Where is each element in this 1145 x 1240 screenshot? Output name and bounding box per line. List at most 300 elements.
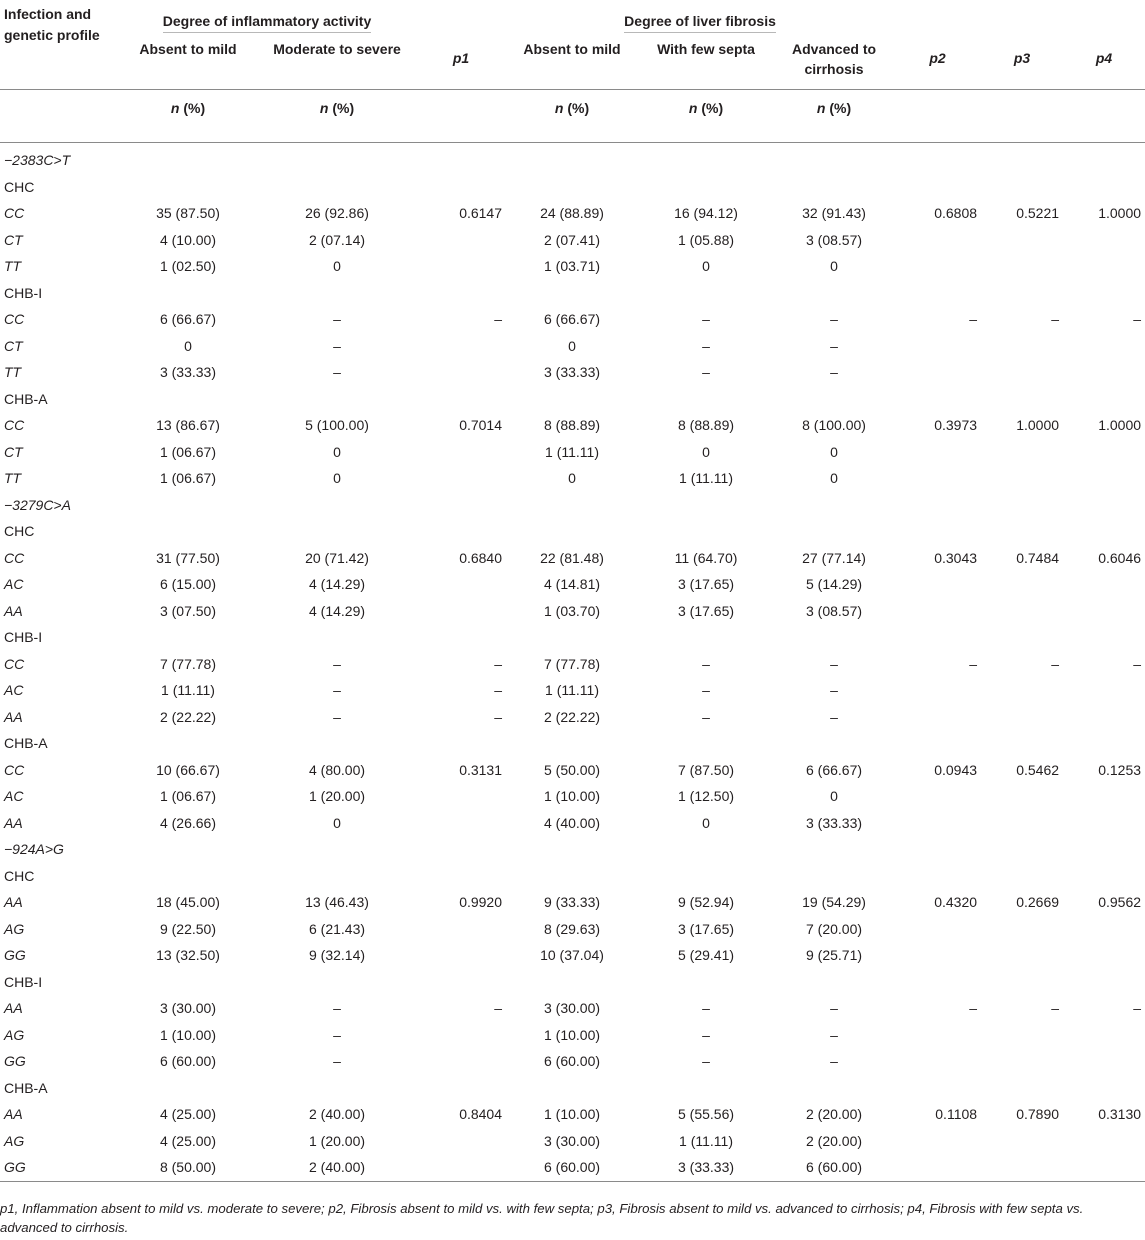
table-cell: 0.0943 bbox=[934, 761, 978, 778]
snp-row bbox=[0, 143, 1145, 174]
table-cell bbox=[981, 677, 1063, 704]
table-cell: 22 (81.48) bbox=[540, 549, 604, 566]
genotype-label: CT bbox=[4, 337, 23, 354]
table-cell: – bbox=[702, 708, 710, 725]
table-cell: 9 (33.33) bbox=[543, 894, 601, 910]
table-cell: 1.0000 bbox=[1098, 205, 1142, 221]
table-cell: 11 (64.70) bbox=[674, 549, 738, 566]
table-cell: 3 (30.00) bbox=[159, 1000, 217, 1016]
table-cell: 0 bbox=[702, 443, 710, 460]
table-cell: – bbox=[1051, 1000, 1060, 1016]
genotype-label: TT bbox=[4, 258, 22, 274]
percent-label: (%) bbox=[563, 100, 590, 116]
table-cell: 8 (88.89) bbox=[677, 417, 735, 433]
table-cell bbox=[894, 1048, 981, 1075]
table-cell: 0 bbox=[568, 470, 576, 486]
table-cell: 6 (60.00) bbox=[159, 1053, 217, 1069]
table-cell: 6 (66.67) bbox=[159, 311, 217, 327]
table-cell: 0.3043 bbox=[934, 549, 978, 566]
genotype-label: CT bbox=[4, 443, 23, 460]
genotype-label: AA bbox=[4, 894, 23, 910]
table-cell: – bbox=[830, 364, 838, 380]
n-percent-header-row bbox=[0, 90, 1145, 143]
col-header-fib-septa: With few septa bbox=[657, 41, 755, 57]
percent-label: (%) bbox=[697, 100, 724, 116]
infection-group-row bbox=[0, 624, 1145, 651]
infection-group-label: CHC bbox=[4, 867, 35, 884]
table-cell: 9 (22.50) bbox=[159, 920, 217, 937]
genotype-label: CC bbox=[4, 311, 25, 327]
table-cell: – bbox=[333, 337, 341, 354]
table-cell: – bbox=[702, 364, 710, 380]
table-cell: – bbox=[830, 682, 838, 698]
table-cell: – bbox=[494, 311, 503, 327]
table-cell: 6 (60.00) bbox=[506, 1154, 638, 1181]
table-cell: – bbox=[333, 364, 341, 380]
table-cell bbox=[1063, 465, 1145, 492]
table-cell: 1 (20.00) bbox=[308, 1132, 366, 1149]
n-label: n bbox=[554, 100, 564, 116]
table-cell: 2 (22.22) bbox=[159, 708, 217, 725]
table-cell: – bbox=[1051, 311, 1060, 327]
table-cell: 13 (86.67) bbox=[156, 417, 220, 433]
empty-header-cell bbox=[0, 90, 118, 143]
table-row bbox=[0, 942, 1145, 969]
table-cell: 6 (21.43) bbox=[308, 920, 366, 937]
table-cell bbox=[1063, 677, 1145, 704]
table-cell: 0 bbox=[702, 814, 710, 831]
table-cell: 3 (08.57) bbox=[806, 231, 863, 248]
table-cell: 0.5462 bbox=[1016, 761, 1060, 778]
empty-header-cell bbox=[894, 90, 981, 143]
table-row bbox=[0, 995, 1145, 1022]
col-header-p2: p2 bbox=[929, 50, 946, 66]
table-cell bbox=[416, 1128, 506, 1155]
table-cell: – bbox=[1133, 1000, 1142, 1016]
table-cell bbox=[894, 571, 981, 598]
table-cell: 8 (88.89) bbox=[543, 417, 601, 433]
table-cell: 4 (25.00) bbox=[159, 1132, 217, 1149]
n-percent-header bbox=[506, 90, 638, 143]
table-cell: 32 (91.43) bbox=[802, 205, 866, 221]
table-cell: 4 (80.00) bbox=[308, 761, 366, 778]
table-cell: 1.0000 bbox=[1098, 417, 1142, 433]
table-cell: – bbox=[494, 708, 503, 725]
table-row bbox=[0, 704, 1145, 731]
infection-group-label: CHB-I bbox=[4, 629, 43, 645]
table-cell: 0.1253 bbox=[1098, 761, 1142, 778]
table-cell bbox=[894, 598, 981, 625]
table-cell: 8 (50.00) bbox=[118, 1154, 258, 1181]
table-cell bbox=[1063, 942, 1145, 969]
infection-group-row bbox=[0, 280, 1145, 307]
table-cell: 9 (25.71) bbox=[806, 947, 863, 963]
empty-header-cell bbox=[1063, 90, 1145, 143]
table-cell: 1 (02.50) bbox=[159, 258, 217, 274]
table-cell: 0 bbox=[830, 258, 838, 274]
table-cell: 0.8404 bbox=[459, 1106, 503, 1122]
group-header-fibrosis: Degree of liver fibrosis bbox=[506, 0, 894, 39]
table-cell: 0.7014 bbox=[459, 417, 503, 433]
table-row bbox=[0, 677, 1145, 704]
infection-group-row bbox=[0, 174, 1145, 201]
table-cell: 3 (33.33) bbox=[159, 364, 217, 380]
table-cell: 0.4320 bbox=[934, 894, 978, 910]
table-cell bbox=[416, 359, 506, 386]
table-cell: 1 (03.71) bbox=[543, 258, 601, 274]
empty-header-cell bbox=[981, 90, 1063, 143]
table-cell: 0 bbox=[702, 258, 710, 274]
table-cell bbox=[981, 1128, 1063, 1155]
table-cell bbox=[894, 783, 981, 810]
table-row bbox=[0, 253, 1145, 280]
table-cell: 0.7484 bbox=[1016, 549, 1060, 566]
infection-group-row bbox=[0, 969, 1145, 996]
genotype-label: CT bbox=[4, 231, 23, 248]
table-cell: 0 bbox=[830, 470, 838, 486]
table-cell: – bbox=[1051, 655, 1060, 672]
table-cell: – bbox=[969, 311, 978, 327]
infection-group-label: CHC bbox=[4, 178, 35, 195]
table-cell: 0 bbox=[830, 788, 838, 804]
table-body bbox=[0, 143, 1145, 1182]
table-cell bbox=[894, 916, 981, 943]
table-cell bbox=[1063, 439, 1145, 466]
table-cell: 3 (17.65) bbox=[677, 576, 735, 592]
table-cell bbox=[1063, 359, 1145, 386]
table-cell bbox=[416, 916, 506, 943]
table-cell: – bbox=[1133, 311, 1142, 327]
infection-group-row bbox=[0, 518, 1145, 545]
table-cell: 0.5221 bbox=[1016, 205, 1060, 221]
table-cell: – bbox=[830, 337, 838, 354]
table-cell: – bbox=[494, 655, 503, 672]
table-cell: 0 bbox=[184, 337, 192, 354]
table-cell bbox=[416, 1154, 506, 1181]
table-cell: 0.2669 bbox=[1016, 894, 1060, 910]
table-cell: – bbox=[494, 682, 503, 698]
table-cell bbox=[981, 783, 1063, 810]
genotype-label: AA bbox=[4, 1106, 23, 1122]
table-cell bbox=[416, 810, 506, 837]
table-cell: 3 (17.65) bbox=[677, 602, 735, 619]
table-cell: 5 (14.29) bbox=[806, 576, 863, 592]
table-row bbox=[0, 571, 1145, 598]
table-cell bbox=[894, 1128, 981, 1155]
table-cell bbox=[416, 253, 506, 280]
table-cell: 0 bbox=[830, 443, 838, 460]
table-cell: 0 bbox=[568, 337, 576, 354]
table-cell: 5 (50.00) bbox=[543, 761, 601, 778]
infection-group-label: CHB-I bbox=[4, 284, 43, 301]
table-cell: 0 bbox=[333, 258, 341, 274]
table-cell bbox=[416, 1048, 506, 1075]
infection-group-label: CHC bbox=[4, 523, 35, 539]
genotype-label: CC bbox=[4, 655, 25, 672]
genotype-label: AA bbox=[4, 602, 23, 619]
table-cell: 7 (87.50) bbox=[677, 761, 735, 778]
table-cell: 1 (10.00) bbox=[159, 1026, 217, 1043]
table-cell: 0.6808 bbox=[934, 205, 978, 221]
genotype-label: CC bbox=[4, 761, 25, 778]
table-cell: 10 (37.04) bbox=[540, 947, 604, 963]
table-cell: 6 (66.67) bbox=[806, 761, 863, 778]
table-cell: 0.7890 bbox=[1016, 1106, 1060, 1122]
table-header bbox=[0, 0, 1145, 143]
table-cell bbox=[416, 465, 506, 492]
table-cell: 0.3131 bbox=[459, 761, 503, 778]
table-cell: 8 (29.63) bbox=[543, 920, 601, 937]
table-cell: – bbox=[969, 1000, 978, 1016]
table-cell bbox=[1063, 704, 1145, 731]
table-cell: 6 (66.67) bbox=[543, 311, 601, 327]
table-row bbox=[0, 359, 1145, 386]
genotype-label: AA bbox=[4, 814, 23, 831]
table-cell bbox=[1063, 1154, 1145, 1181]
table-cell: 3 (30.00) bbox=[543, 1000, 601, 1016]
table-cell: 2 (22.22) bbox=[543, 708, 601, 725]
snp-row bbox=[0, 836, 1145, 863]
table-cell: 3 (08.57) bbox=[806, 602, 863, 619]
table-row bbox=[0, 412, 1145, 439]
table-cell bbox=[894, 439, 981, 466]
n-label: n bbox=[170, 100, 180, 116]
table-cell: 4 (25.00) bbox=[159, 1106, 217, 1122]
table-cell: 1 (06.67) bbox=[159, 470, 217, 486]
table-cell bbox=[1063, 571, 1145, 598]
table-row bbox=[0, 200, 1145, 227]
table-row bbox=[0, 1022, 1145, 1049]
n-percent-header bbox=[774, 90, 894, 143]
table-cell: 4 (40.00) bbox=[543, 814, 601, 831]
table-footnote: p1, Inflammation absent to mild vs. moderate to severe; p2, Fibrosis absent to mild vs. with few septa; p3, Fibrosis absent to mild vs. advanced to cirrhosis; p4, Fibrosis with few septa vs. advanced to cirrhosis. bbox=[0, 1201, 1084, 1235]
genotype-label: AG bbox=[4, 1132, 25, 1149]
table-cell bbox=[416, 333, 506, 360]
table-cell: 0.9920 bbox=[459, 894, 503, 910]
table-cell bbox=[1063, 1022, 1145, 1049]
table-row bbox=[0, 651, 1145, 678]
table-cell bbox=[894, 704, 981, 731]
table-row bbox=[0, 1154, 1145, 1181]
infection-group-row bbox=[0, 863, 1145, 890]
table-cell: 2 (40.00) bbox=[308, 1106, 366, 1122]
table-cell: – bbox=[830, 655, 838, 672]
infection-group-label: CHB-A bbox=[4, 390, 48, 407]
table-cell: 2 (20.00) bbox=[806, 1132, 863, 1149]
table-row bbox=[0, 1048, 1145, 1075]
genotype-label: AC bbox=[4, 682, 24, 698]
table-cell bbox=[1063, 253, 1145, 280]
table-cell: 0.6147 bbox=[459, 205, 503, 221]
table-row bbox=[0, 306, 1145, 333]
table-cell bbox=[1063, 810, 1145, 837]
table-cell bbox=[416, 439, 506, 466]
col-header-p3: p3 bbox=[1013, 50, 1031, 66]
n-percent-header bbox=[258, 90, 416, 143]
table-cell: – bbox=[1133, 655, 1142, 672]
table-cell: 6 (15.00) bbox=[159, 576, 217, 592]
table-cell: 24 (88.89) bbox=[540, 205, 604, 221]
table-cell: 1 (06.67) bbox=[159, 443, 217, 460]
table-cell: 3 (17.65) bbox=[677, 920, 735, 937]
table-cell bbox=[894, 677, 981, 704]
table-cell: 2 (20.00) bbox=[806, 1106, 863, 1122]
table-cell bbox=[981, 227, 1063, 254]
n-label: n bbox=[688, 100, 698, 116]
n-percent-header bbox=[638, 90, 774, 143]
table-cell: 6 (60.00) bbox=[543, 1053, 601, 1069]
table-cell: 4 (14.29) bbox=[308, 602, 366, 619]
col-header-infection: Infection and genetic profile bbox=[4, 6, 100, 43]
table-cell: – bbox=[333, 655, 341, 672]
table-cell bbox=[416, 571, 506, 598]
table-cell: 1 (10.00) bbox=[543, 788, 601, 804]
table-cell bbox=[981, 571, 1063, 598]
table-cell bbox=[981, 916, 1063, 943]
table-cell: – bbox=[969, 655, 978, 672]
table-cell: 7 (77.78) bbox=[159, 655, 217, 672]
percent-label: (%) bbox=[328, 100, 355, 116]
table-cell: 5 (55.56) bbox=[677, 1106, 735, 1122]
table-cell bbox=[981, 1048, 1063, 1075]
table-cell: 1 (11.11) bbox=[545, 682, 599, 698]
table-cell: 7 (77.78) bbox=[543, 655, 601, 672]
table-cell bbox=[894, 1022, 981, 1049]
table-row bbox=[0, 889, 1145, 916]
n-label: n bbox=[319, 100, 329, 116]
percent-label: (%) bbox=[825, 100, 852, 116]
genotype-label: AA bbox=[4, 708, 23, 725]
table-cell: 3 (07.50) bbox=[159, 602, 217, 619]
table-row bbox=[0, 916, 1145, 943]
snp-label: −924A>G bbox=[4, 841, 64, 857]
table-cell: – bbox=[830, 1000, 838, 1016]
table-row bbox=[0, 1128, 1145, 1155]
table-cell: 9 (52.94) bbox=[677, 894, 735, 910]
table-cell: – bbox=[702, 337, 710, 354]
table-cell: 4 (10.00) bbox=[159, 231, 217, 248]
table-row bbox=[0, 810, 1145, 837]
table-cell: – bbox=[702, 311, 710, 327]
table-cell bbox=[1063, 598, 1145, 625]
table-cell: 1 (11.11) bbox=[161, 682, 215, 698]
genotype-label: AC bbox=[4, 788, 24, 804]
table-cell: 1 (05.88) bbox=[677, 231, 735, 248]
table-cell: 0.3973 bbox=[934, 417, 978, 433]
table-cell: 2 (07.41) bbox=[543, 231, 601, 248]
table-cell: 4 (26.66) bbox=[159, 814, 217, 831]
table-cell bbox=[416, 1022, 506, 1049]
table-cell: 1 (10.00) bbox=[543, 1026, 601, 1043]
table-cell: 20 (71.42) bbox=[305, 549, 369, 566]
table-cell bbox=[981, 1022, 1063, 1049]
table-cell bbox=[894, 359, 981, 386]
table-cell: 1.0000 bbox=[1016, 417, 1060, 433]
table-cell: – bbox=[830, 311, 838, 327]
table-cell bbox=[416, 783, 506, 810]
genotype-label: AG bbox=[4, 1026, 25, 1043]
table-cell: 1 (03.70) bbox=[543, 602, 601, 619]
snp-label: −2383C>T bbox=[4, 152, 71, 168]
table-cell: – bbox=[333, 311, 341, 327]
table-cell bbox=[1063, 227, 1145, 254]
table-cell: 10 (66.67) bbox=[156, 761, 220, 778]
table-cell bbox=[1063, 333, 1145, 360]
percent-label: (%) bbox=[179, 100, 206, 116]
table-cell bbox=[981, 598, 1063, 625]
table-cell: 1 (20.00) bbox=[308, 788, 366, 804]
genotype-label: GG bbox=[4, 1053, 26, 1069]
table-cell: – bbox=[830, 1053, 838, 1069]
table-cell: – bbox=[494, 1000, 503, 1016]
table-cell: 3 (33.33) bbox=[543, 364, 601, 380]
table-row bbox=[0, 545, 1145, 572]
table-cell: 18 (45.00) bbox=[156, 894, 220, 910]
table-cell: 5 (100.00) bbox=[305, 417, 369, 433]
table-cell bbox=[1063, 916, 1145, 943]
table-cell bbox=[416, 227, 506, 254]
table-cell: 1 (10.00) bbox=[543, 1106, 601, 1122]
table-cell: – bbox=[333, 1053, 341, 1069]
col-header-infl-moderate: Moderate to severe bbox=[273, 41, 401, 57]
table-cell: 13 (46.43) bbox=[305, 894, 369, 910]
table-cell: 8 (100.00) bbox=[802, 417, 866, 433]
table-cell bbox=[981, 465, 1063, 492]
table-cell: 35 (87.50) bbox=[156, 205, 220, 221]
genotype-label: TT bbox=[4, 364, 22, 380]
table-cell: – bbox=[702, 682, 710, 698]
table-row bbox=[0, 598, 1145, 625]
genotype-label: CC bbox=[4, 205, 25, 221]
table-cell: 3 (33.33) bbox=[806, 814, 863, 831]
table-cell: – bbox=[702, 655, 710, 672]
table-cell: – bbox=[333, 1026, 341, 1043]
table-cell bbox=[894, 942, 981, 969]
table-cell: 26 (92.86) bbox=[305, 205, 369, 221]
table-row bbox=[0, 227, 1145, 254]
table-cell: 1 (11.11) bbox=[679, 470, 733, 486]
table-cell bbox=[894, 253, 981, 280]
snp-row bbox=[0, 492, 1145, 519]
table-cell: 1 (12.50) bbox=[677, 788, 735, 804]
table-cell bbox=[416, 942, 506, 969]
table-cell: 5 (29.41) bbox=[677, 947, 735, 963]
table-cell bbox=[1063, 1048, 1145, 1075]
table-row bbox=[0, 757, 1145, 784]
col-header-p4: p4 bbox=[1095, 50, 1113, 66]
infection-group-row bbox=[0, 386, 1145, 413]
table-cell: – bbox=[702, 1000, 710, 1016]
table-cell: 0.3130 bbox=[1098, 1106, 1142, 1122]
table-row bbox=[0, 783, 1145, 810]
table-cell: 0.6046 bbox=[1098, 549, 1142, 566]
table-row bbox=[0, 333, 1145, 360]
genotype-label: GG bbox=[0, 1154, 118, 1181]
table-cell: – bbox=[830, 708, 838, 725]
table-cell: 31 (77.50) bbox=[156, 549, 220, 566]
table-cell bbox=[1063, 1128, 1145, 1155]
table-cell: 16 (94.12) bbox=[674, 205, 738, 221]
table-cell: 1 (11.11) bbox=[679, 1132, 733, 1149]
table-cell: 9 (32.14) bbox=[308, 947, 366, 963]
table-cell: 0.9562 bbox=[1098, 894, 1142, 910]
table-cell: 2 (40.00) bbox=[258, 1154, 416, 1181]
table-cell: – bbox=[830, 1026, 838, 1043]
table-cell: 7 (20.00) bbox=[806, 920, 863, 937]
genotype-label: AC bbox=[4, 576, 24, 592]
table-cell bbox=[894, 465, 981, 492]
table-cell bbox=[981, 359, 1063, 386]
